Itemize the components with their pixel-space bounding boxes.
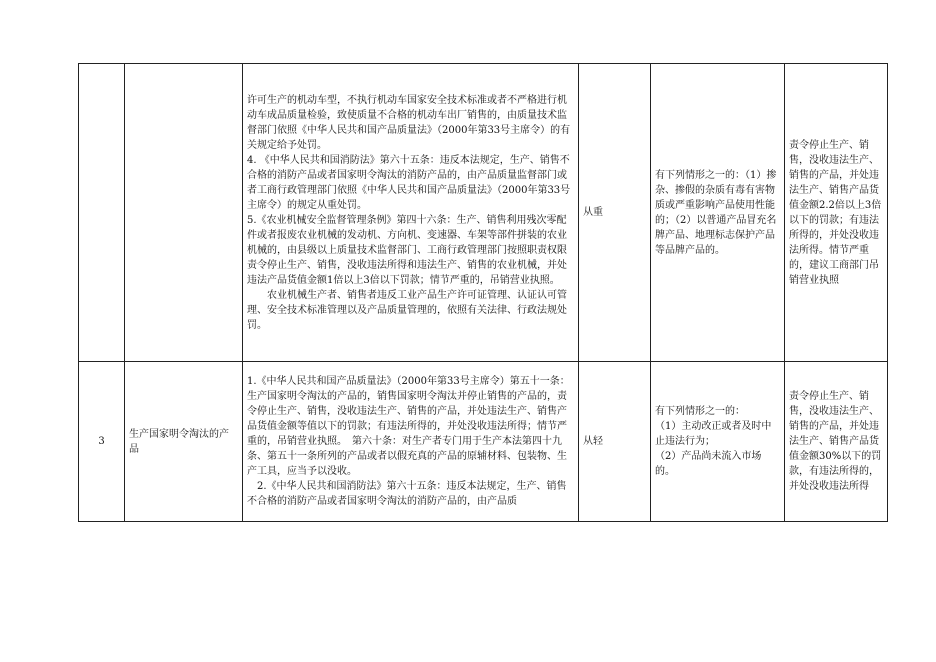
legal-basis-paragraph: 2.《中华人民共和国消防法》第六十五条：违反本法规定，生产、销售不合格的消防产品或者国家明令淘汰的消防产品的，由产品质 — [247, 481, 567, 507]
legal-basis-cell — [243, 362, 579, 522]
legal-basis-paragraph: 4. 《中华人民共和国消防法》第六十五条：违反本法规定，生产、销售不合格的消防产品或者国家明令淘汰的消防产品的，由产品质量监督部门或者工商行政管理部门依照《中华人民共和国产品质量法》（2000年第33号主席令）的规定从重处罚。 — [247, 154, 571, 211]
legal-basis-paragraph: 农业机械生产者、销售者违反工业产品生产许可证管理、认证认可管理、安全技术标准管理以及产品质量管理的，依照有关法律、行政法规处罚。 — [247, 289, 567, 331]
discretion-level-cell: 从轻 — [579, 362, 651, 522]
circumstances-item: （1）主动改正或者及时中止违法行为； — [655, 421, 772, 447]
legal-basis-paragraph: 许可生产的机动车型，不执行机动车国家安全技术标准或者不严格进行机动车成品质量检验，致使质量不合格的机动车出厂销售的，由质量技术监督部门依照《中华人民共和国产品质量法》（2000年第33号主席令）的有关规定给予处罚。 — [247, 94, 571, 151]
table-row — [79, 362, 888, 522]
circumstances-cell — [651, 362, 785, 522]
row-number-cell — [79, 64, 125, 362]
violation-cell: 生产国家明令淘汰的产品 — [125, 362, 243, 522]
penalty-standard-cell: 责令停止生产、销售，没收违法生产、销售的产品，并处违法生产、销售产品货值金额30%以下的罚款，有违法所得的，并处没收违法所得 — [785, 362, 888, 522]
legal-basis-paragraph: 5.《农业机械安全监督管理条例》第四十六条：生产、销售利用残次零配件或者报废农业机械的发动机、方向机、变速器、车架等部件拼装的农业机械的，由县级以上质量技术监督部门、工商行政管理部门按照职责权限责令停止生产、销售，没收违法所得和违法生产、销售的农业机械，并处违法产品货值金额1倍以上3倍以下罚款；情节严重的，吊销营业执照。 — [247, 214, 567, 286]
penalty-discretion-table — [78, 63, 888, 522]
violation-cell — [125, 64, 243, 362]
penalty-standard-cell: 责令停止生产、销售，没收违法生产、销售的产品，并处违法生产、销售产品货值金额2.2倍以上3倍以下的罚款；有违法所得的，并处没收违法所得。情节严重的，建议工商部门吊销营业执照 — [785, 64, 888, 362]
legal-basis-paragraph: 1.《中华人民共和国产品质量法》（2000年第33号主席令）第五十一条：生产国家明令淘汰的产品的，销售国家明令淘汰并停止销售的产品的，责令停止生产、销售，没收违法生产、销售的产品，并处违法生产、销售产品货值金额等值以下的罚款；有违法所得的，并处没收违法所得；情节严重的，吊销营业执照。 第六十条：对生产者专门用于生产本法第四十九条、第五十一条所列的产品或者以假充真的产品的原辅材料、包装物、生产工具，应当予以没收。 — [247, 376, 570, 477]
legal-basis-cell — [243, 64, 579, 362]
row-number-cell: 3 — [79, 362, 125, 522]
circumstances-item: （2）产品尚未流入市场的。 — [655, 451, 762, 477]
circumstances-cell: 有下列情形之一的：（1）掺杂、掺假的杂质有毒有害物质或严重影响产品使用性能的；（2）以普通产品冒充名牌产品、地理标志保护产品等品牌产品的。 — [651, 64, 785, 362]
table-row — [79, 64, 888, 362]
circumstances-heading: 有下列情形之一的： — [655, 406, 745, 417]
discretion-level-cell: 从重 — [579, 64, 651, 362]
